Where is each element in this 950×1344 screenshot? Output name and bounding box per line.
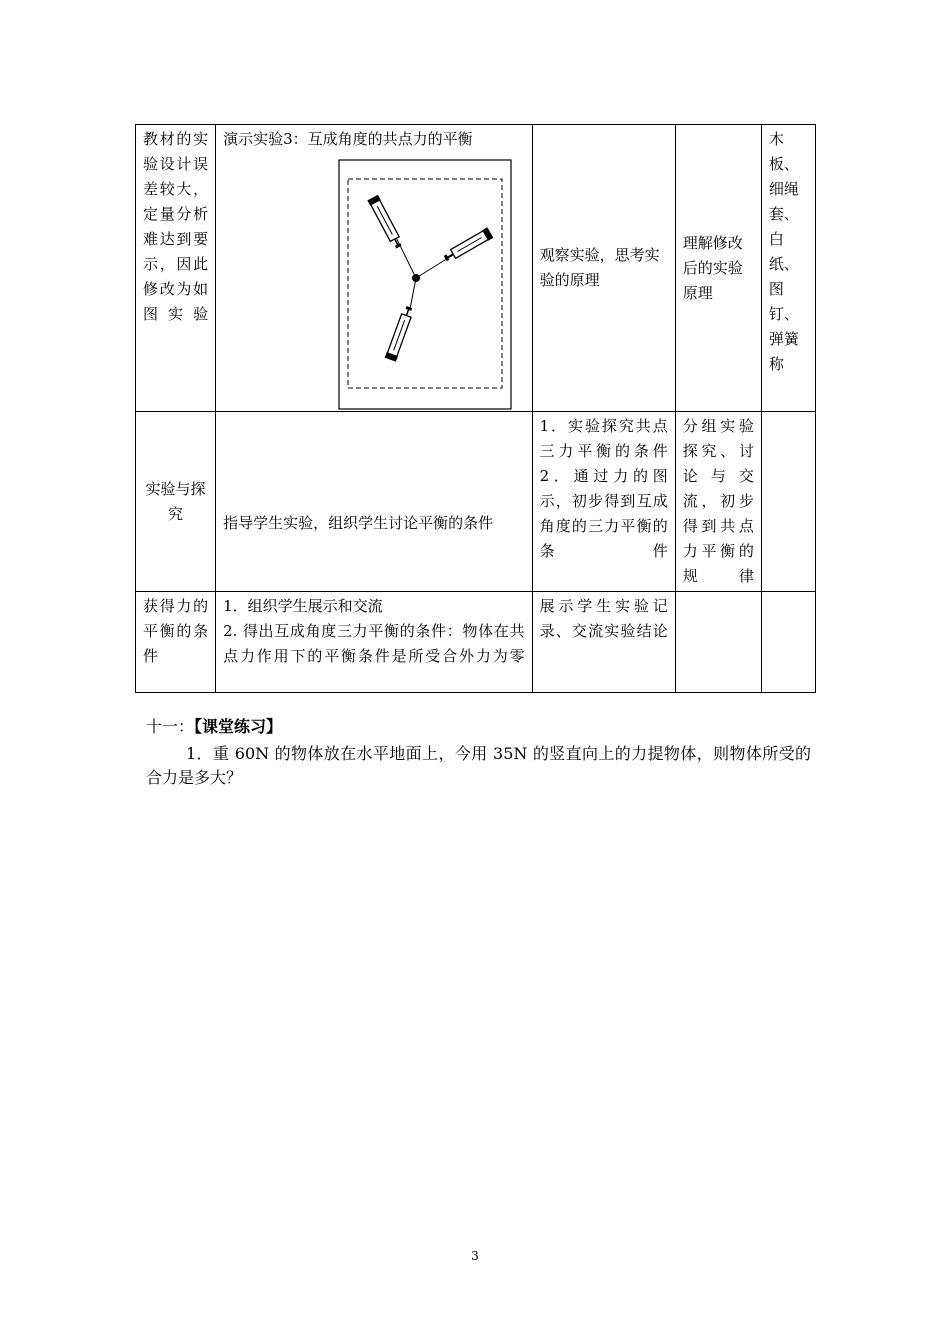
exercise-heading xyxy=(146,716,282,738)
exercise-heading-title: 【课堂练习】 xyxy=(194,717,283,736)
materials-cell: 木板、细绳套、白纸、图钉、弹簧称 xyxy=(761,125,815,412)
spring-scale-1 xyxy=(367,195,404,250)
knot-point xyxy=(412,274,420,282)
demo-experiment-title: 演示实验3：互成角度的共点力的平衡 xyxy=(223,130,473,148)
design-intent-cell xyxy=(675,592,761,693)
table-row xyxy=(136,125,816,412)
design-intent-cell: 分组实验探究、讨论与交流，初步得到共点力平衡的规律 xyxy=(675,412,761,592)
board-outline xyxy=(339,160,511,409)
table-row xyxy=(136,412,816,592)
design-note-cell: 教材的实验设计误差较大，定量分析难达到要示，因此修改为如图实验 xyxy=(136,125,216,412)
paper-outline xyxy=(348,179,502,388)
materials-cell xyxy=(761,412,815,592)
student-activity-cell: 1．实验探究共点三力平衡的条件 2．通过力的图示，初步得到互成角度的三力平衡的条件 xyxy=(532,412,675,592)
string-3 xyxy=(410,278,416,309)
spring-scale-3 xyxy=(385,305,415,362)
table-row xyxy=(136,592,816,693)
student-activity-cell: 观察实验，思考实验的原理 xyxy=(532,125,675,412)
demo-experiment-cell xyxy=(216,125,532,412)
exercise-question-1: 1．重 60N 的物体放在水平地面上，今用 35N 的竖直向上的力提物体，则物体所受的合力是多大？ xyxy=(146,744,811,787)
stage-cell: 实验与探究 xyxy=(136,412,216,592)
design-intent-cell: 理解修改后的实验原理 xyxy=(675,125,761,412)
page-number: 3 xyxy=(471,1249,479,1263)
student-activity-cell: 展示学生实验记录、交流实验结论 xyxy=(532,592,675,693)
materials-cell xyxy=(761,592,815,693)
experiment-figure-wrap xyxy=(223,152,524,407)
spring-scale-2 xyxy=(442,227,493,263)
teacher-activity-cell xyxy=(216,592,532,693)
three-spring-scale-diagram xyxy=(338,159,514,411)
teacher-step-1: 1．组织学生展示和交流 xyxy=(223,597,383,615)
stage-cell: 获得力的平衡的条件 xyxy=(136,592,216,693)
teacher-step-2: 2. 得出互成角度三力平衡的条件：物体在共点力作用下的平衡条件是所受合外力为零 xyxy=(223,622,525,665)
lesson-table xyxy=(135,124,816,693)
teacher-activity-cell: 指导学生实验，组织学生讨论平衡的条件 xyxy=(216,412,532,592)
exercise-heading-prefix: 十一： xyxy=(146,717,195,736)
